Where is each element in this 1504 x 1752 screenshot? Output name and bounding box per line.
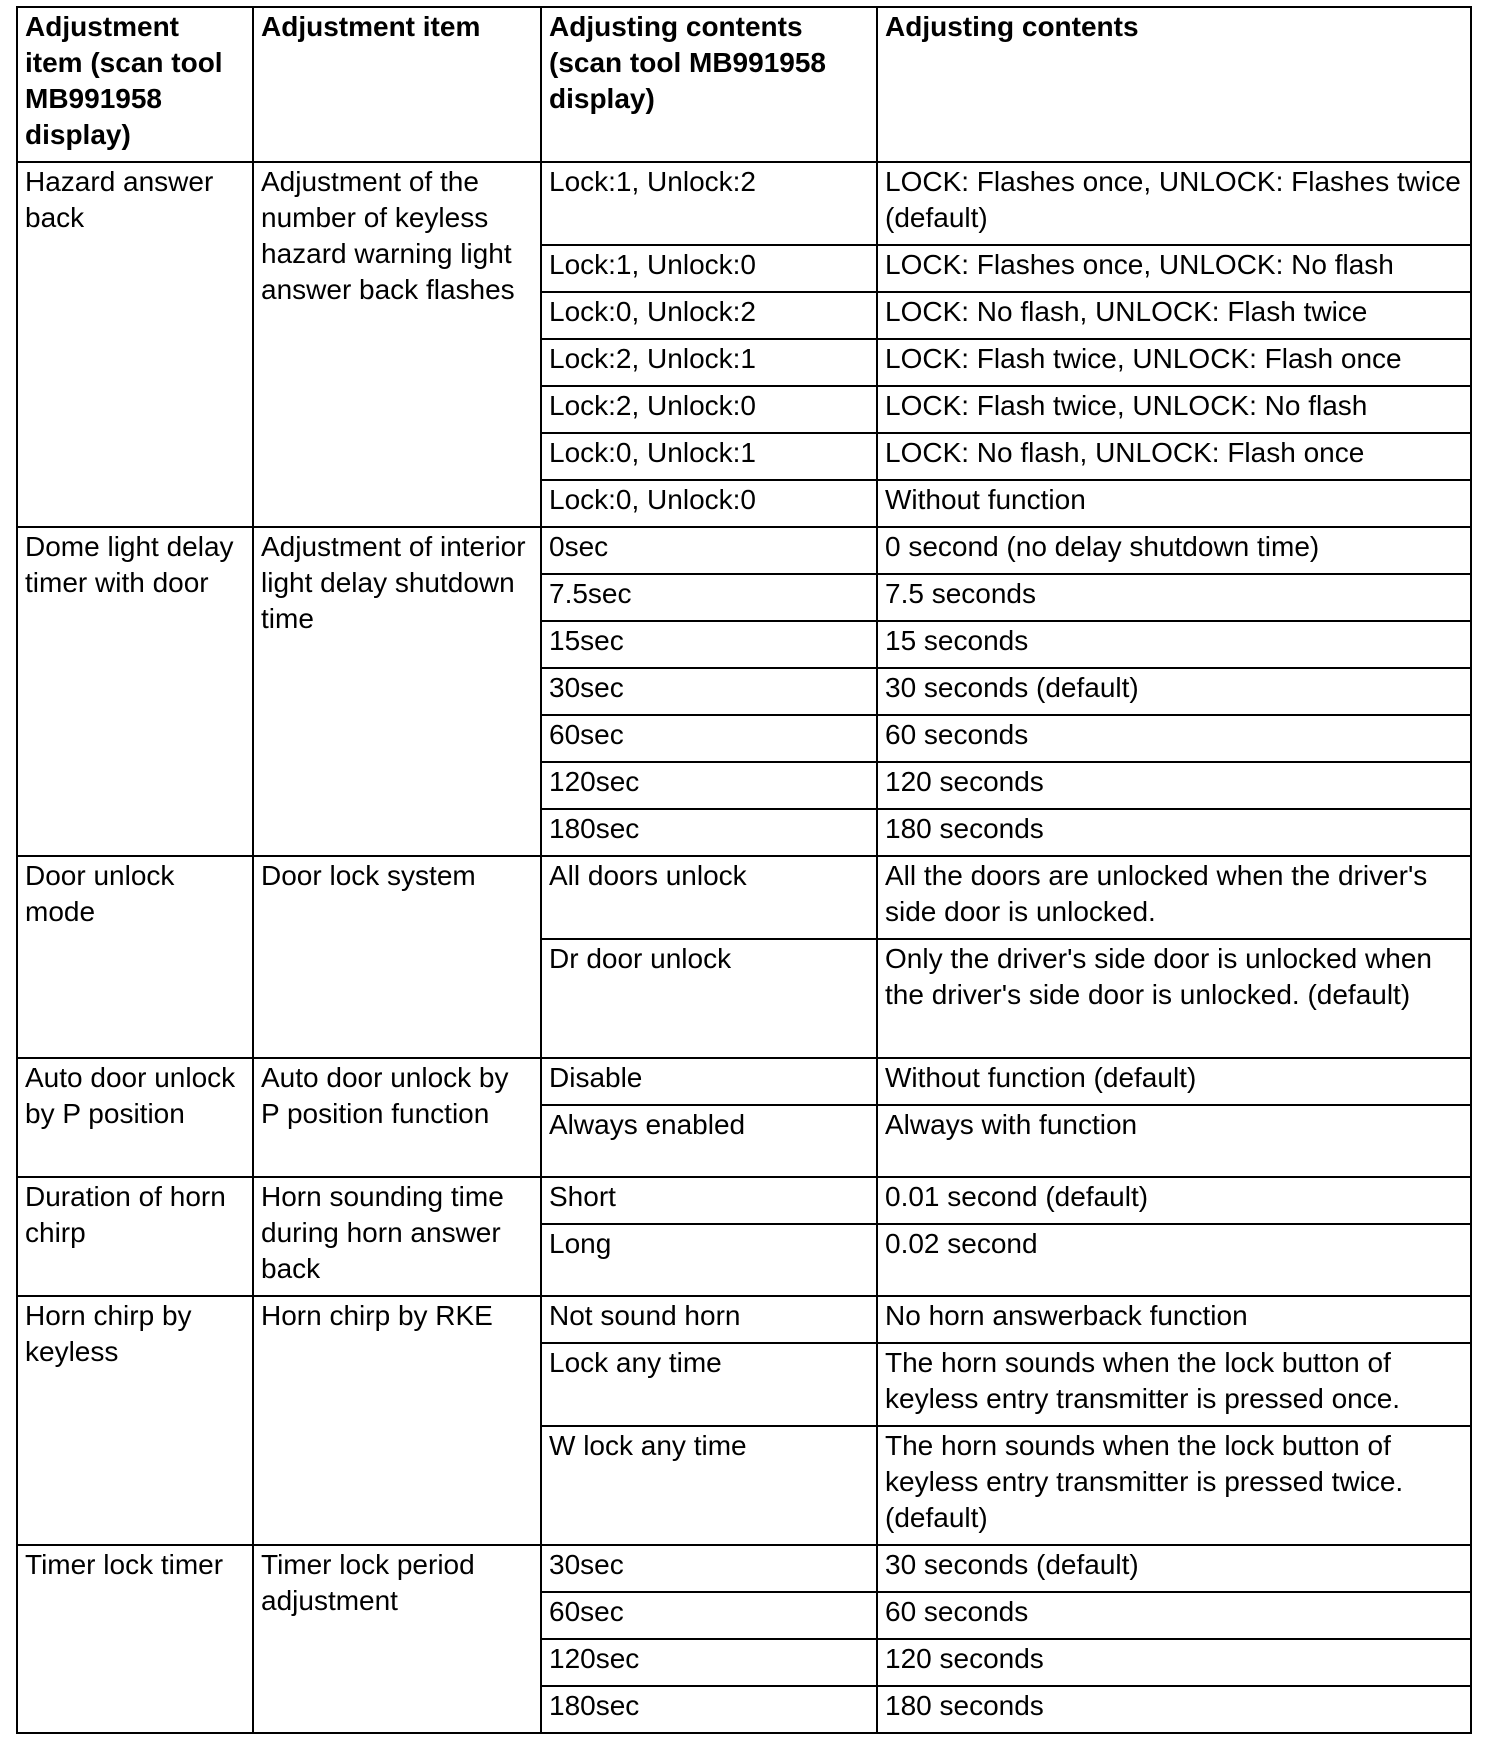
- cell-adjusting-contents-scan-tool: Disable: [541, 1058, 877, 1105]
- cell-adjusting-contents: 60 seconds: [877, 1592, 1471, 1639]
- cell-adjustment-item: Auto door unlock by P position function: [253, 1058, 541, 1177]
- cell-adjusting-contents-scan-tool: Lock:0, Unlock:0: [541, 480, 877, 527]
- header-adjusting-contents-scan-tool: Adjusting contents (scan tool MB991958 display): [541, 7, 877, 162]
- table-body: [17, 162, 1471, 1733]
- cell-adjustment-item-scan-tool: Hazard answer back: [17, 162, 253, 527]
- cell-adjusting-contents-scan-tool: 30sec: [541, 1545, 877, 1592]
- table-row: [17, 1177, 1471, 1224]
- cell-adjusting-contents-scan-tool: Not sound horn: [541, 1296, 877, 1343]
- cell-adjustment-item: Door lock system: [253, 856, 541, 1058]
- cell-adjusting-contents-scan-tool: 120sec: [541, 1639, 877, 1686]
- cell-adjustment-item-scan-tool: Auto door unlock by P position: [17, 1058, 253, 1177]
- cell-adjusting-contents: LOCK: Flash twice, UNLOCK: Flash once: [877, 339, 1471, 386]
- cell-adjusting-contents: 60 seconds: [877, 715, 1471, 762]
- cell-adjusting-contents-scan-tool: 15sec: [541, 621, 877, 668]
- cell-adjusting-contents-scan-tool: 0sec: [541, 527, 877, 574]
- cell-adjusting-contents: 7.5 seconds: [877, 574, 1471, 621]
- cell-adjusting-contents: Only the driver's side door is unlocked when the driver's side door is unlocked. (default): [877, 939, 1471, 1058]
- header-adjustment-item: Adjustment item: [253, 7, 541, 162]
- cell-adjusting-contents-scan-tool: Lock:2, Unlock:0: [541, 386, 877, 433]
- cell-adjustment-item: Horn sounding time during horn answer back: [253, 1177, 541, 1296]
- cell-adjusting-contents-scan-tool: 7.5sec: [541, 574, 877, 621]
- cell-adjustment-item-scan-tool: Horn chirp by keyless: [17, 1296, 253, 1545]
- cell-adjusting-contents-scan-tool: Lock:1, Unlock:2: [541, 162, 877, 245]
- cell-adjustment-item: Horn chirp by RKE: [253, 1296, 541, 1545]
- cell-adjusting-contents: 180 seconds: [877, 809, 1471, 856]
- cell-adjusting-contents: LOCK: No flash, UNLOCK: Flash once: [877, 433, 1471, 480]
- cell-adjusting-contents-scan-tool: All doors unlock: [541, 856, 877, 939]
- cell-adjusting-contents-scan-tool: 60sec: [541, 1592, 877, 1639]
- cell-adjusting-contents-scan-tool: Long: [541, 1224, 877, 1296]
- cell-adjustment-item-scan-tool: Timer lock timer: [17, 1545, 253, 1733]
- table-row: [17, 856, 1471, 939]
- cell-adjusting-contents: 180 seconds: [877, 1686, 1471, 1733]
- cell-adjusting-contents-scan-tool: Always enabled: [541, 1105, 877, 1177]
- table-row: [17, 1296, 1471, 1343]
- table-row: [17, 527, 1471, 574]
- header-row: [17, 7, 1471, 162]
- cell-adjusting-contents: 30 seconds (default): [877, 1545, 1471, 1592]
- cell-adjusting-contents: 15 seconds: [877, 621, 1471, 668]
- cell-adjusting-contents: LOCK: No flash, UNLOCK: Flash twice: [877, 292, 1471, 339]
- cell-adjusting-contents-scan-tool: Lock:1, Unlock:0: [541, 245, 877, 292]
- cell-adjusting-contents-scan-tool: 180sec: [541, 809, 877, 856]
- adjustment-table: [16, 6, 1472, 1734]
- cell-adjusting-contents-scan-tool: W lock any time: [541, 1426, 877, 1545]
- cell-adjustment-item-scan-tool: Door unlock mode: [17, 856, 253, 1058]
- cell-adjustment-item: Timer lock period adjustment: [253, 1545, 541, 1733]
- cell-adjusting-contents: Always with function: [877, 1105, 1471, 1177]
- cell-adjusting-contents-scan-tool: 180sec: [541, 1686, 877, 1733]
- cell-adjusting-contents: LOCK: Flashes once, UNLOCK: No flash: [877, 245, 1471, 292]
- cell-adjusting-contents: 0.01 second (default): [877, 1177, 1471, 1224]
- cell-adjusting-contents-scan-tool: 120sec: [541, 762, 877, 809]
- cell-adjustment-item: Adjustment of interior light delay shutdown time: [253, 527, 541, 856]
- cell-adjusting-contents-scan-tool: Lock any time: [541, 1343, 877, 1426]
- cell-adjusting-contents: The horn sounds when the lock button of keyless entry transmitter is pressed once.: [877, 1343, 1471, 1426]
- cell-adjusting-contents: 0.02 second: [877, 1224, 1471, 1296]
- cell-adjusting-contents-scan-tool: 60sec: [541, 715, 877, 762]
- cell-adjustment-item-scan-tool: Dome light delay timer with door: [17, 527, 253, 856]
- cell-adjusting-contents-scan-tool: Lock:0, Unlock:2: [541, 292, 877, 339]
- cell-adjusting-contents-scan-tool: Lock:0, Unlock:1: [541, 433, 877, 480]
- cell-adjusting-contents-scan-tool: Dr door unlock: [541, 939, 877, 1058]
- cell-adjusting-contents: 120 seconds: [877, 1639, 1471, 1686]
- cell-adjusting-contents: No horn answerback function: [877, 1296, 1471, 1343]
- cell-adjusting-contents-scan-tool: 30sec: [541, 668, 877, 715]
- cell-adjusting-contents: 30 seconds (default): [877, 668, 1471, 715]
- cell-adjusting-contents: All the doors are unlocked when the driver's side door is unlocked.: [877, 856, 1471, 939]
- cell-adjusting-contents-scan-tool: Short: [541, 1177, 877, 1224]
- cell-adjusting-contents: Without function (default): [877, 1058, 1471, 1105]
- cell-adjustment-item: Adjustment of the number of keyless hazard warning light answer back flashes: [253, 162, 541, 527]
- header-adjusting-contents: Adjusting contents: [877, 7, 1471, 162]
- cell-adjusting-contents: The horn sounds when the lock button of keyless entry transmitter is pressed twice. (default): [877, 1426, 1471, 1545]
- table-row: [17, 162, 1471, 245]
- cell-adjusting-contents: 120 seconds: [877, 762, 1471, 809]
- header-adjustment-item-scan-tool: Adjustment item (scan tool MB991958 display): [17, 7, 253, 162]
- cell-adjusting-contents: Without function: [877, 480, 1471, 527]
- cell-adjustment-item-scan-tool: Duration of horn chirp: [17, 1177, 253, 1296]
- table-row: [17, 1545, 1471, 1592]
- cell-adjusting-contents: LOCK: Flashes once, UNLOCK: Flashes twice (default): [877, 162, 1471, 245]
- cell-adjusting-contents: 0 second (no delay shutdown time): [877, 527, 1471, 574]
- cell-adjusting-contents-scan-tool: Lock:2, Unlock:1: [541, 339, 877, 386]
- table-row: [17, 1058, 1471, 1105]
- cell-adjusting-contents: LOCK: Flash twice, UNLOCK: No flash: [877, 386, 1471, 433]
